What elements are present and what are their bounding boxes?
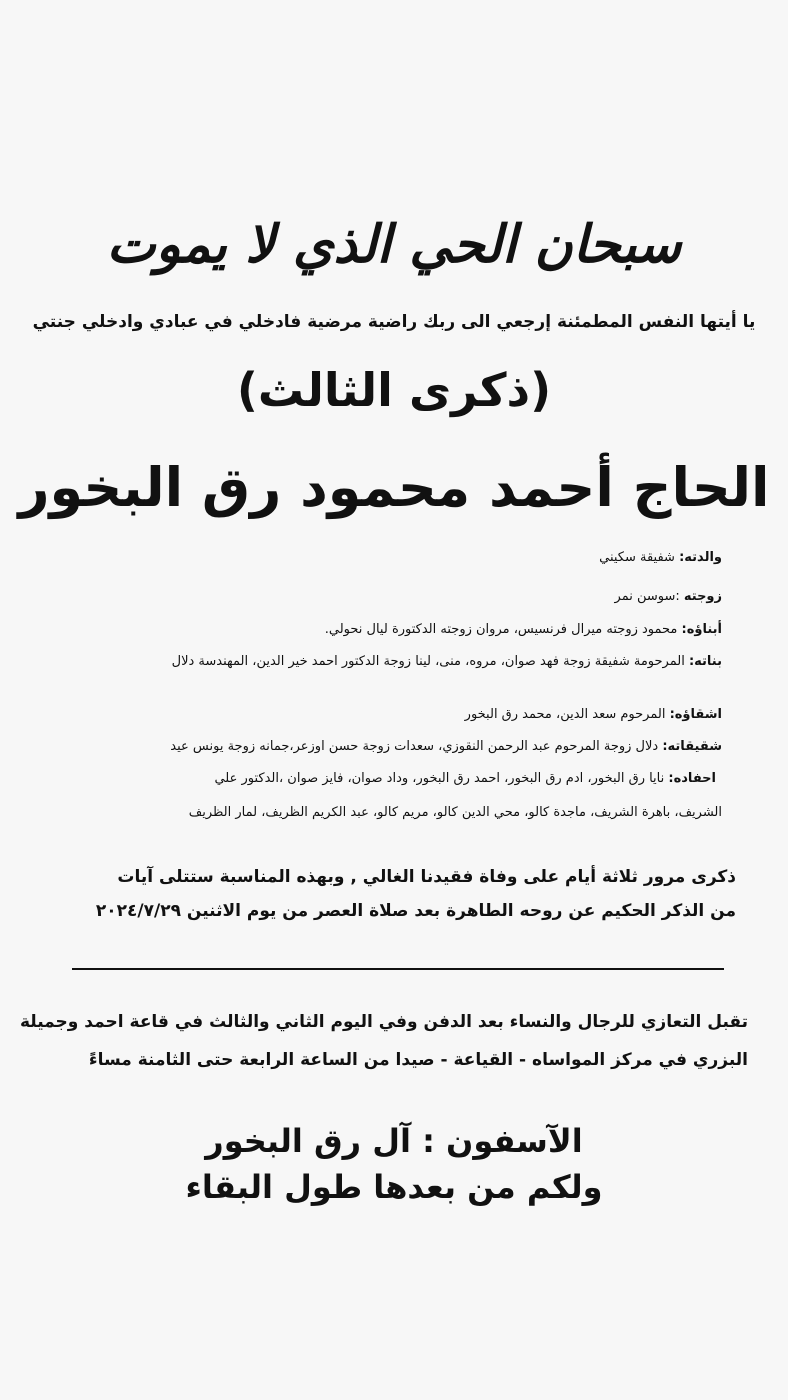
mourners-line: الآسفون : آل رق البخور	[205, 1122, 583, 1160]
family-grandchildren	[32, 768, 722, 824]
announcement-line: ذكرى مرور ثلاثة أيام على وفاة فقيدنا الغالي , وبهذه المناسبة ستتلى آيات	[117, 867, 736, 887]
family-value: نايا رق البخور، ادم رق البخور، احمد رق البخور، وداد صوان، فايز صوان ،الدكتور علي	[214, 771, 669, 786]
family-sons	[32, 619, 722, 641]
family-value: محمود زوجته ميرال فرنسيس، مروان زوجته الدكتورة ليال نحولي.	[324, 622, 682, 637]
family-value: شفيقة سكيني	[599, 550, 680, 565]
family-label: اشقاؤه:	[669, 707, 722, 722]
family-mother	[32, 547, 722, 569]
deceased-name: الحاج أحمد محمود رق البخور	[18, 456, 770, 519]
condolence-info	[18, 1003, 748, 1079]
family-label: احفاده:	[668, 771, 716, 786]
family-label: شقيقاته:	[662, 739, 722, 754]
family-label: أبناؤه:	[681, 622, 722, 637]
family-label: زوجته	[683, 589, 722, 604]
announcement	[16, 860, 736, 928]
condolence-line: البزري في مركز المواساه - القياعة - صيدا من الساعة الرابعة حتى الثامنة مساءً	[88, 1050, 748, 1070]
family-daughters	[32, 651, 722, 673]
family-value: المرحومة شفيقة زوجة فهد صوان، مروه، منى، لينا زوجة الدكتور احمد خير الدين، المهندسة دلال	[171, 654, 689, 669]
family-value: المرحوم سعد الدين، محمد رق البخور	[464, 707, 670, 722]
family-sisters	[32, 736, 722, 758]
family-value: دلال زوجة المرحوم عبد الرحمن النقوزي، سعدات زوجة حسن اوزعر،جمانه زوجة يونس عيد	[170, 739, 663, 754]
family-label: بناته:	[688, 654, 722, 669]
quran-verse: يا أيتها النفس المطمئنة إرجعي الى ربك راضية مرضية فادخلي في عبادي وادخلي جنتي	[32, 312, 756, 332]
closing-block	[0, 1118, 788, 1210]
family-value-continuation: الشريف، باهرة الشريف، ماجدة كالو، محي الدين كالو، مريم كالو، عبد الكريم الظريف، لمار الظريف	[188, 805, 722, 820]
calligraphy-header: سبحان الحي الذي لا يموت	[106, 214, 682, 275]
family-value: :سوسن نمر	[614, 589, 684, 604]
blessing-line: ولكم من بعدها طول البقاء	[185, 1168, 603, 1206]
family-wife	[32, 586, 722, 608]
divider-line	[72, 968, 724, 970]
family-brothers	[32, 704, 722, 726]
family-label: والدته:	[679, 550, 722, 565]
condolence-line: تقبل التعازي للرجال والنساء بعد الدفن وفي اليوم الثاني والثالث في قاعة احمد وجميلة	[19, 1012, 748, 1032]
announcement-line: من الذكر الحكيم عن روحه الطاهرة بعد صلاة العصر من يوم الاثنين ٢٠٢٤/٧/٢٩	[95, 901, 736, 921]
occasion-title: (ذكرى الثالث)	[236, 363, 552, 417]
